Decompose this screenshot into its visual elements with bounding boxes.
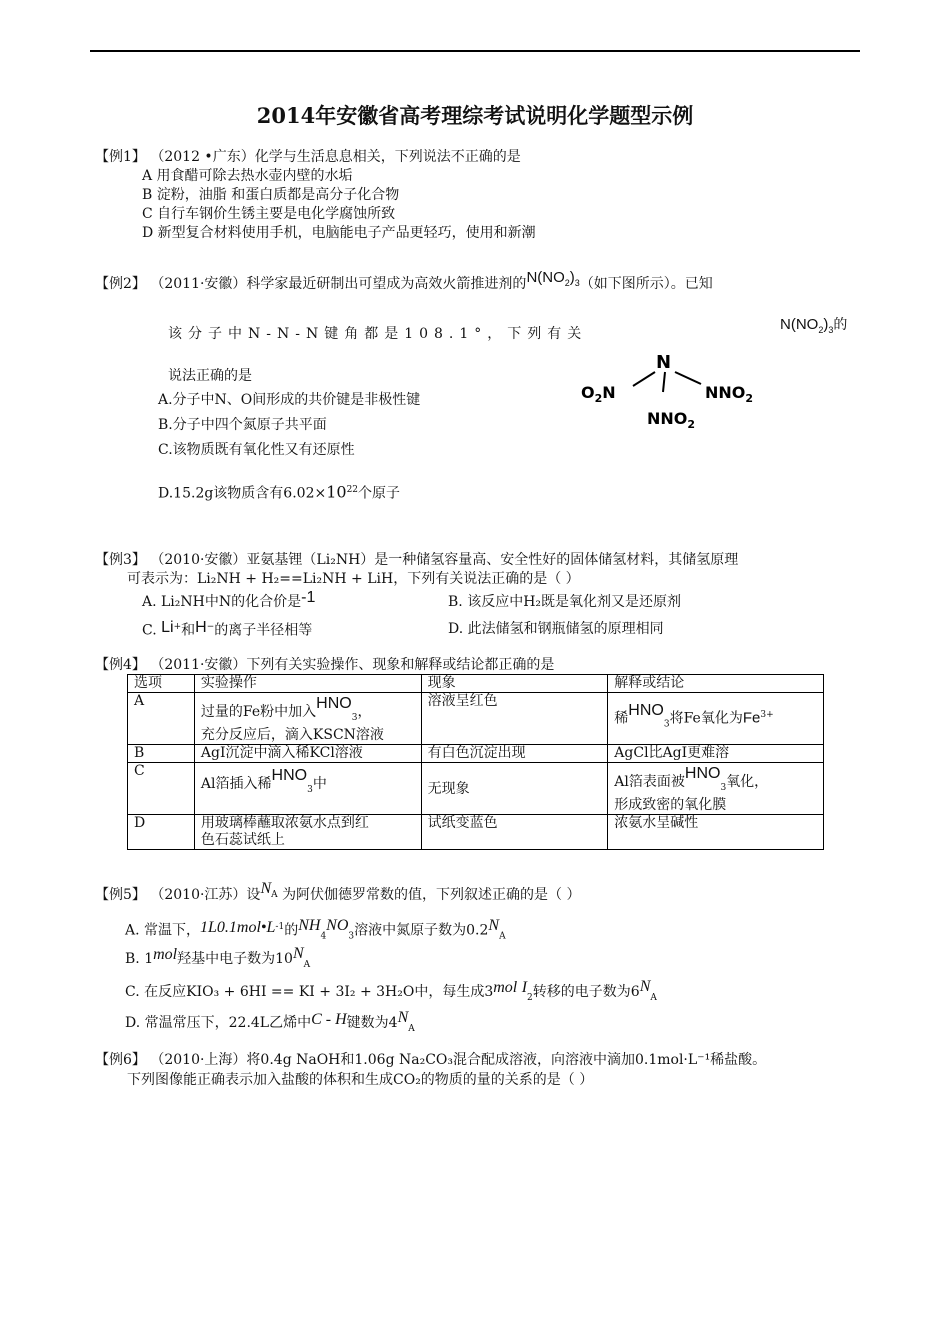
na-symbol: N [292, 945, 304, 962]
q3-stem2: 可表示为：Li₂NH + H₂==Li₂NH + LiH，下列有关说法正确的是（ ） [127, 571, 580, 587]
hno3-formula: HNO [628, 701, 664, 719]
q5-option-c-tail: 转移的电子数为6 [532, 984, 640, 1000]
no2-bottom [647, 409, 695, 431]
o2n-left [581, 383, 616, 405]
q2-line2: 该分子中N-N-N键角都是108.1°，下列有关 [168, 326, 588, 342]
row-d-op-text2: 色石蕊试纸上 [200, 831, 285, 848]
q3-option-c-minus: − [206, 622, 215, 632]
q6-stem: 【例6】 （2010·上海）将0.4g NaOH和1.06g Na₂CO₃混合配成溶液，向溶液中滴加0.1mol·L⁻¹稀盐酸。 [95, 1052, 767, 1068]
na-symbol: N [488, 916, 500, 934]
row-c-op-text2: 中 [312, 775, 327, 792]
row-a-op-comma: ， [357, 704, 372, 720]
q3-option-a-text: A. Li₂NH中N的化合价是 [142, 594, 302, 610]
operation-cell: AgI沉淀中滴入稀KCl溶液 [194, 744, 421, 762]
q2-formula-no: (NO [537, 269, 565, 286]
no2-right [705, 383, 753, 405]
q5-stem [95, 880, 581, 910]
q5-option-b-text: B. 1 [125, 951, 154, 967]
q3-option-a-value: -1 [301, 589, 316, 606]
iodine-sub: 2 [527, 992, 533, 1003]
q2-option-b: B.分子中四个氮原子共平面 [158, 417, 327, 433]
table-row [128, 693, 824, 745]
table-row [128, 762, 824, 814]
q2-formula-repeat-sub2: 2 [818, 325, 824, 335]
header-cell: 现象 [421, 675, 608, 693]
q1-stem: 【例1】 （2012 •广东）化学与生活息息相关，下列说法不正确的是 [95, 149, 521, 165]
q1-option-d: D 新型复合材料使用手机，电脑能电子产品更轻巧，使用和新潮 [142, 225, 536, 241]
conclusion-cell: AgCl比AgI更难溶 [608, 744, 824, 762]
no2-bottom-n: N [647, 409, 661, 428]
fe-ion-charge: 3+ [760, 710, 774, 720]
q1-option-c: C 自行车钢价生锈主要是电化学腐蚀所致 [142, 206, 396, 222]
q5-option-d [125, 1009, 415, 1038]
q2-stem [95, 269, 713, 298]
no2-right-sub: 2 [745, 392, 754, 405]
q3-option-c-label: C. [142, 622, 157, 639]
q5-option-d-tail: 键数为4 [346, 1015, 398, 1031]
q2-formula-repeat-sub3: 3 [828, 325, 834, 335]
row-d-op-text: 用玻璃棒蘸取浓氨水点到红 [200, 814, 369, 831]
hno3-sub: 3 [720, 782, 727, 793]
phenomenon-cell: 溶液呈红色 [421, 693, 608, 745]
row-c-ex-text: Al箔表面被 [614, 773, 685, 790]
q3-option-c-plus: + [173, 622, 182, 632]
q2-line2-de: 的 [833, 317, 848, 333]
operation-cell [194, 762, 421, 814]
q5-option-a-tail: 溶液中氮原子数为0.2 [354, 922, 489, 939]
option-cell: D [128, 814, 195, 849]
q2-line3: 说法正确的是 [168, 368, 252, 384]
q2-formula-sub3: 3 [574, 278, 580, 288]
q5-option-a-de: 的 [284, 922, 299, 939]
q4-stem: 【例4】 （2011·安徽）下列有关实验操作、现象和解释或结论都正确的是 [95, 657, 555, 673]
mol-unit: mol [493, 979, 518, 996]
q2-formula-repeat-no: (NO [790, 316, 819, 333]
q2-stem-tail: （如下图所示）。已知 [579, 276, 713, 292]
phenomenon-cell: 试纸变蓝色 [421, 814, 608, 849]
concentration: 1L0.1mol•L [200, 918, 276, 936]
q2-option-a: A.分子中N、O间形成的共价键是非极性键 [158, 392, 421, 408]
q3-option-a [142, 589, 316, 611]
operation-cell [194, 693, 421, 745]
row-c-phenomenon: 无现象 [427, 780, 470, 797]
o2n-sub: 2 [594, 392, 603, 405]
phenomenon-cell: 有白色沉淀出现 [421, 744, 608, 762]
row-a-op-text2: 充分反应后，滴入KSCN溶液 [200, 726, 384, 743]
bond-down [663, 372, 665, 392]
q6-stem2: 下列图像能正确表示加入盐酸的体积和生成CO₂的物质的量的关系的是（ ） [127, 1072, 594, 1088]
hno3-formula: HNO [684, 764, 721, 782]
hno3-formula: HNO [271, 766, 308, 784]
q2-formula-sub2: 2 [564, 278, 570, 288]
q1-option-a: A 用食醋可除去热水壶内壁的水垢 [142, 168, 353, 184]
option-cell: A [128, 693, 195, 745]
hno3-sub: 3 [351, 712, 358, 723]
row-a-ex-text: 稀 [614, 710, 629, 727]
na-sub: A [408, 1023, 415, 1034]
molecule-diagram [575, 350, 765, 435]
na-sub: A [650, 992, 657, 1003]
conclusion-cell [608, 693, 824, 745]
no3-sub: 3 [348, 931, 355, 942]
no2-right-o: NO [718, 383, 746, 402]
q2-option-d-exp: 22 [346, 485, 359, 495]
page-title: 2014年安徽省高考理综考试说明化学题型示例 [256, 103, 694, 128]
q3-stem: 【例3】 （2010·安徽）亚氨基锂（Li₂NH）是一种储氢容量高、安全性好的固体储氢材料，其储氢原理 [95, 552, 739, 568]
q5-option-a [125, 918, 506, 945]
nh4-sub: 4 [320, 931, 327, 942]
q2-formula-close: ) [569, 269, 575, 286]
bond-left [633, 372, 655, 386]
q5-option-b [125, 945, 311, 974]
header-cell: 解释或结论 [608, 675, 824, 693]
row-a-op-text: 过量的Fe粉中加入 [200, 704, 317, 720]
conclusion-cell: 浓氨水呈碱性 [608, 814, 824, 849]
q5-option-c [125, 978, 657, 1007]
q5-stem-tail: 为阿伏伽德罗常数的值，下列叙述正确的是（ ） [282, 887, 581, 903]
iodine-symbol: I [521, 979, 528, 996]
hno3-sub: 3 [307, 784, 313, 795]
na-symbol: N [397, 1009, 409, 1026]
q5-option-b-tail: 羟基中电子数为10 [177, 951, 293, 967]
q3-option-b: B. 该反应中H₂既是氧化剂又是还原剂 [448, 594, 682, 610]
hno3-formula: HNO [316, 695, 352, 712]
q5-option-c-text: C. 在反应KIO₃ + 6HI == KI + 3I₂ + 3H₂O中，每生成3 [125, 984, 494, 1000]
q3-option-c-and: 和 [181, 622, 196, 639]
table-row [128, 814, 824, 849]
q2-stem-text: 【例2】 （2011·安徽）科学家最近研制出可望成为高效火箭推进剂的 [95, 276, 527, 292]
no2-bottom-o: NO [660, 409, 688, 428]
na-sub: A [499, 931, 506, 942]
q2-formula-repeat-n: N [780, 316, 791, 333]
mol-unit: mol [153, 946, 178, 963]
q2-formula-repeat-close: ) [823, 316, 829, 333]
option-cell: B [128, 744, 195, 762]
row-c-op-text: Al箔插入稀 [200, 775, 272, 792]
q3-option-c-li: Li [161, 618, 174, 636]
o2n-n: N [602, 383, 616, 402]
q2-line2-end [780, 316, 847, 339]
table-row [128, 744, 824, 762]
q2-option-d [158, 481, 400, 503]
row-c-ex-text3: 形成致密的氧化膜 [614, 796, 727, 813]
nh4-formula: NH [298, 916, 321, 934]
q2-option-d-base: 10 [326, 482, 347, 502]
q2-formula-repeat [780, 316, 833, 333]
fe-ion: Fe [742, 709, 761, 727]
ch-bond: C - H [311, 1011, 347, 1028]
q2-formula [526, 269, 579, 286]
table-header-row [128, 675, 824, 693]
q3-option-c-h: H [195, 618, 207, 636]
q5-option-a-text: A. 常温下， [125, 922, 201, 939]
row-c-ex-text2: 氧化， [726, 773, 769, 790]
option-cell: C [128, 762, 195, 814]
q3-option-c [142, 618, 312, 640]
q3-option-d: D. 此法储氢和钢瓶储氢的原理相同 [448, 621, 664, 637]
na-sub: A [303, 959, 311, 970]
no2-right-n: N [705, 383, 719, 402]
row-a-ex-text2: 将Fe氧化为 [669, 710, 743, 727]
q5-stem-text: 【例5】 （2010·江苏）设 [95, 887, 261, 903]
q4-table [127, 674, 824, 850]
conclusion-cell [608, 762, 824, 814]
header-cell: 实验操作 [194, 675, 421, 693]
central-n: N [656, 352, 672, 373]
header-cell: 选项 [128, 675, 195, 693]
operation-cell [194, 814, 421, 849]
hno3-sub: 3 [663, 719, 670, 730]
na-symbol: N [260, 880, 272, 897]
na-sub: A [271, 889, 278, 900]
q2-option-c: C.该物质既有氧化性又有还原性 [158, 442, 355, 458]
bond-right [675, 372, 701, 384]
q5-option-d-text: D. 常温常压下，22.4L乙烯中 [125, 1015, 312, 1031]
q2-option-d-text: D.15.2g该物质含有6.02× [158, 485, 327, 502]
q2-formula-n: N [526, 269, 538, 286]
na-symbol: N [639, 978, 651, 995]
concentration-exp: -1 [275, 922, 285, 932]
o2n-o: O [581, 383, 595, 402]
q2-option-d-tail: 个原子 [358, 485, 401, 502]
q3-option-c-text: 的离子半径相等 [214, 622, 313, 639]
phenomenon-cell [421, 762, 608, 814]
no2-bottom-sub: 2 [687, 418, 696, 431]
header-rule [90, 50, 860, 52]
q1-option-b: B 淀粉，油脂 和蛋白质都是高分子化合物 [142, 187, 400, 203]
no3-formula: NO [326, 916, 349, 934]
